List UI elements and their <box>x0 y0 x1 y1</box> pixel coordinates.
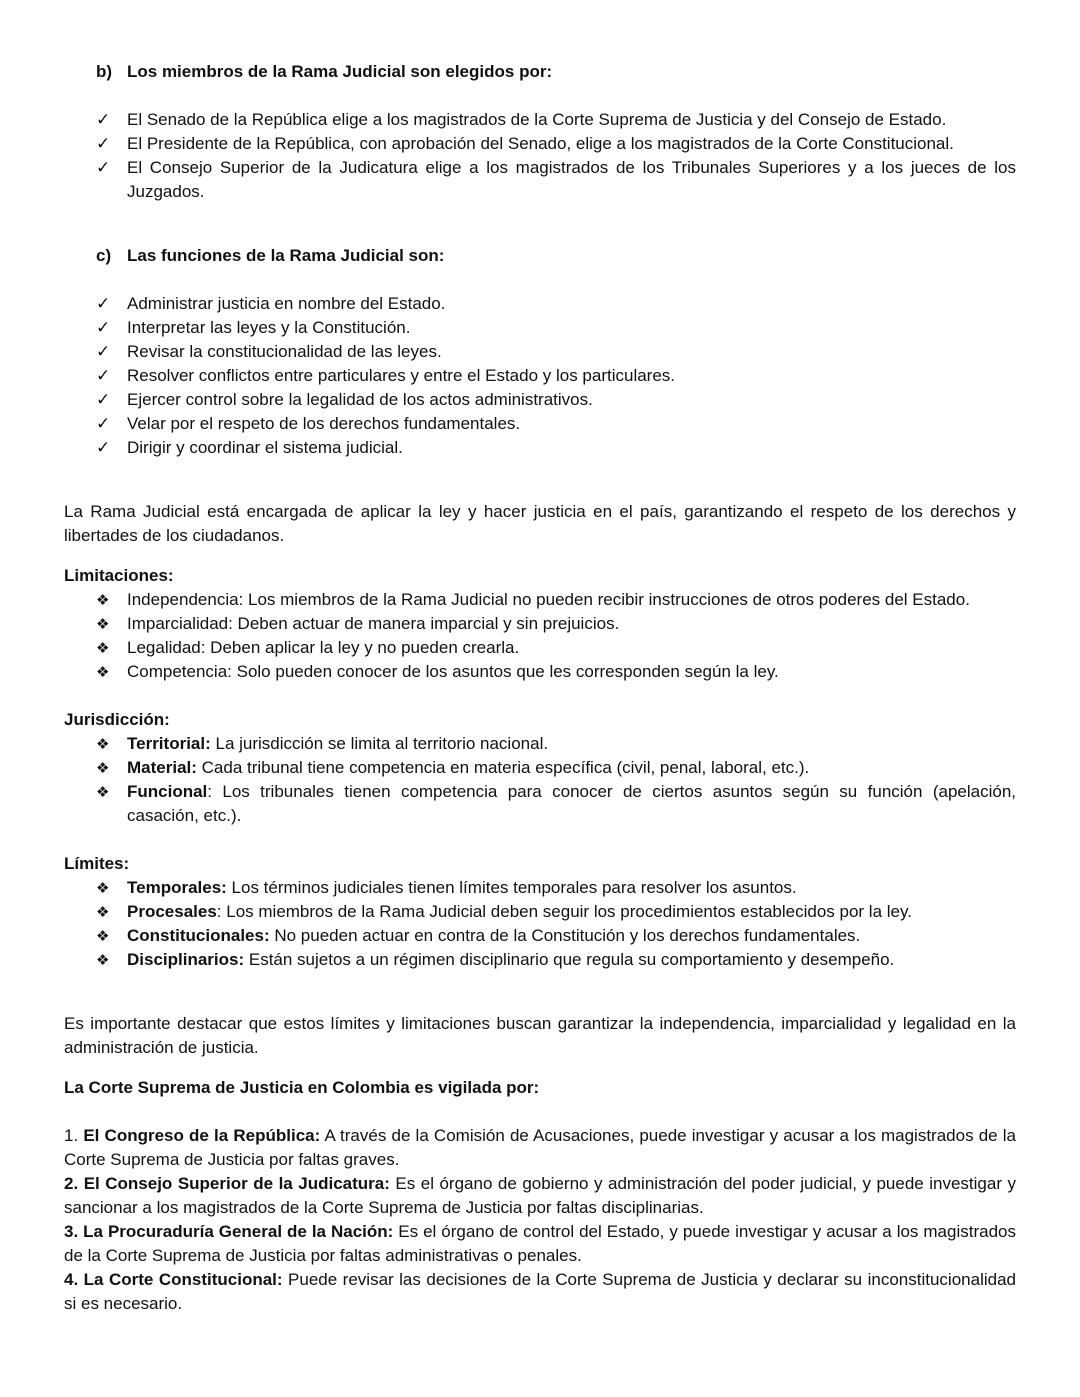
list-item: ❖ Temporales: Los términos judiciales tienen límites temporales para resolver los asuntos. <box>64 876 1016 900</box>
vigilancia-list <box>64 1124 1016 1316</box>
list-item: ❖ Material: Cada tribunal tiene competencia en materia específica (civil, penal, laboral, etc.). <box>64 756 1016 780</box>
diamond-bullet-icon: ❖ <box>96 663 110 681</box>
numbered-item: 1. El Congreso de la República: A través de la Comisión de Acusaciones, puede investigar y acusar a los magistrados de la Corte Suprema de Justicia por faltas graves. <box>64 1126 1017 1169</box>
checkmark-icon: ✓ <box>96 134 111 154</box>
checkmark-icon: ✓ <box>96 342 111 362</box>
diamond-bullet-icon: ❖ <box>96 927 110 945</box>
list-item: ✓ Resolver conflictos entre particulares y entre el Estado y los particulares. <box>64 364 1016 388</box>
section-b-letter: b) <box>96 62 113 81</box>
list-item: ❖ Disciplinarios: Están sujetos a un régimen disciplinario que regula su comportamiento y desempeño. <box>64 948 1016 972</box>
list-item: ✓ El Consejo Superior de la Judicatura elige a los magistrados de los Tribunales Superiores y a los jueces de los Juzgados. <box>64 156 1016 204</box>
list-item: ✓ Administrar justicia en nombre del Estado. <box>64 292 1016 316</box>
section-b-title: Los miembros de la Rama Judicial son elegidos por: <box>127 62 553 81</box>
list-item: ❖ Procesales: Los miembros de la Rama Judicial deben seguir los procedimientos establecidos por la ley. <box>64 900 1016 924</box>
diamond-bullet-icon: ❖ <box>96 879 110 897</box>
section-c-heading <box>64 244 1016 268</box>
checkmark-icon: ✓ <box>96 390 111 410</box>
list-item: ✓ Revisar la constitucionalidad de las leyes. <box>64 340 1016 364</box>
list-item: ❖ Imparcialidad: Deben actuar de manera imparcial y sin prejuicios. <box>64 612 1016 636</box>
section-c-letter: c) <box>96 246 112 265</box>
list-item: ✓ El Senado de la República elige a los magistrados de la Corte Suprema de Justicia y del Consejo de Estado. <box>64 108 1016 132</box>
limites-title: Límites: <box>64 854 130 873</box>
limites-list <box>64 876 1016 972</box>
diamond-bullet-icon: ❖ <box>96 903 110 921</box>
list-item: ✓ Ejercer control sobre la legalidad de los actos administrativos. <box>64 388 1016 412</box>
list-item: ❖ Independencia: Los miembros de la Rama Judicial no pueden recibir instrucciones de otros poderes del Estado. <box>64 588 1016 612</box>
diamond-bullet-icon: ❖ <box>96 735 110 753</box>
list-item: ❖ Legalidad: Deben aplicar la ley y no pueden crearla. <box>64 636 1016 660</box>
section-c-list <box>64 292 1016 460</box>
closing-paragraph: Es importante destacar que estos límites y limitaciones buscan garantizar la independencia, imparcialidad y legalidad en la administración de justicia. <box>64 1014 1016 1057</box>
numbered-item: 2. El Consejo Superior de la Judicatura: Es el órgano de gobierno y administración del poder judicial, y puede investigar y sancionar a los magistrados de la Corte Suprema de Justicia por faltas disciplinarias. <box>64 1174 1017 1217</box>
list-item: ✓ Interpretar las leyes y la Constitución. <box>64 316 1016 340</box>
section-b-heading <box>64 60 1016 84</box>
checkmark-icon: ✓ <box>96 318 111 338</box>
list-item: ✓ Dirigir y coordinar el sistema judicial. <box>64 436 1016 460</box>
checkmark-icon: ✓ <box>96 414 111 434</box>
section-c-title: Las funciones de la Rama Judicial son: <box>127 246 445 265</box>
list-item: ❖ Competencia: Solo pueden conocer de los asuntos que les corresponden según la ley. <box>64 660 1016 684</box>
diamond-bullet-icon: ❖ <box>96 591 110 609</box>
intro-paragraph: La Rama Judicial está encargada de aplicar la ley y hacer justicia en el país, garantizando el respeto de los derechos y libertades de los ciudadanos. <box>64 502 1016 545</box>
vigilancia-title: La Corte Suprema de Justicia en Colombia es vigilada por: <box>64 1078 540 1097</box>
diamond-bullet-icon: ❖ <box>96 783 110 801</box>
checkmark-icon: ✓ <box>96 438 111 458</box>
limitaciones-title: Limitaciones: <box>64 566 174 585</box>
list-item: ❖ Constitucionales: No pueden actuar en contra de la Constitución y los derechos fundamentales. <box>64 924 1016 948</box>
checkmark-icon: ✓ <box>96 294 111 314</box>
list-item: ❖ Territorial: La jurisdicción se limita al territorio nacional. <box>64 732 1016 756</box>
section-b-list <box>64 108 1016 204</box>
numbered-item: 3. La Procuraduría General de la Nación: Es el órgano de control del Estado, y puede investigar y acusar a los magistrados de la Corte Suprema de Justicia por faltas administrativas o penales. <box>64 1222 1016 1265</box>
list-item: ✓ El Presidente de la República, con aprobación del Senado, elige a los magistrados de la Corte Constitucional. <box>64 132 1016 156</box>
diamond-bullet-icon: ❖ <box>96 639 110 657</box>
diamond-bullet-icon: ❖ <box>96 951 110 969</box>
jurisdiccion-list <box>64 732 1016 828</box>
numbered-item: 4. La Corte Constitucional: Puede revisar las decisiones de la Corte Suprema de Justicia y declarar su inconstitucionalidad si es necesario. <box>64 1270 1016 1313</box>
jurisdiccion-title: Jurisdicción: <box>64 710 170 729</box>
diamond-bullet-icon: ❖ <box>96 759 110 777</box>
checkmark-icon: ✓ <box>96 366 111 386</box>
list-item: ✓ Velar por el respeto de los derechos fundamentales. <box>64 412 1016 436</box>
diamond-bullet-icon: ❖ <box>96 615 110 633</box>
checkmark-icon: ✓ <box>96 110 111 130</box>
list-item: ❖ Funcional: Los tribunales tienen competencia para conocer de ciertos asuntos según su función (apelación, casación, etc.). <box>64 780 1016 828</box>
limitaciones-list <box>64 588 1016 684</box>
checkmark-icon: ✓ <box>96 158 111 178</box>
